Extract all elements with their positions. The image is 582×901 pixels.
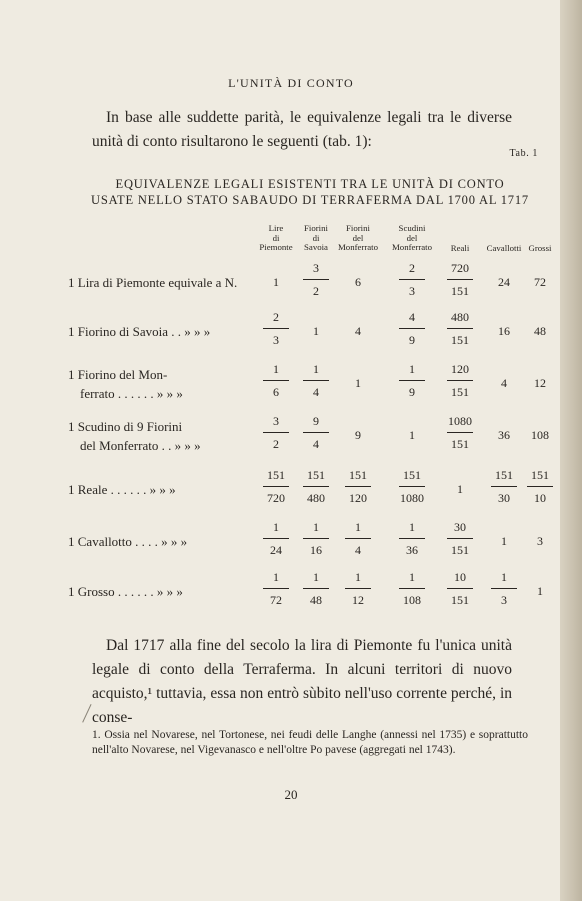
row-label: [68, 365, 183, 403]
numerator: 3: [313, 261, 319, 275]
row-label-line-1: 1 Grosso . . . . . . » » »: [68, 584, 183, 599]
value-cell: 108: [531, 428, 549, 442]
column-header-line-1: Fiorini: [346, 223, 370, 233]
row-label: [68, 273, 237, 292]
table-title-line-1: EQUIVALENZE LEGALI ESISTENTI TRA LE UNITÀ DI CONTO: [115, 177, 505, 191]
denominator: 9: [409, 333, 415, 347]
column-header-line-3: Monferrato: [391, 242, 433, 252]
numerator: 151: [349, 468, 367, 482]
fraction-bar: [263, 486, 289, 487]
fraction-bar: [263, 538, 289, 539]
numerator: 120: [451, 362, 469, 376]
fraction-bar: [447, 380, 473, 381]
fraction-bar: [303, 538, 329, 539]
numerator: 151: [267, 468, 285, 482]
fraction-cell: [388, 362, 436, 399]
fraction-bar: [447, 588, 473, 589]
numerator: 1: [355, 570, 361, 584]
numerator: 720: [451, 261, 469, 275]
denominator: 24: [270, 543, 282, 557]
row-label-line-2: ferrato . . . . . . » » »: [80, 386, 183, 401]
denominator: 4: [313, 437, 319, 451]
column-header-line-1: Scudini: [398, 223, 426, 233]
denominator: 151: [451, 385, 469, 399]
fraction-bar: [399, 588, 425, 589]
fraction-bar: [399, 538, 425, 539]
numerator: 2: [409, 261, 415, 275]
numerator: 10: [454, 570, 466, 584]
row-label: [68, 417, 201, 455]
row-label: [68, 582, 183, 601]
denominator: 108: [403, 593, 421, 607]
fraction-cell: [292, 261, 340, 298]
denominator: 12: [352, 593, 364, 607]
fraction-cell: [334, 468, 382, 505]
column-header-line-2: del: [406, 232, 418, 243]
fraction-cell: [388, 468, 436, 505]
value-cell: 1: [355, 376, 361, 390]
value-cell: 1: [457, 482, 463, 496]
denominator: 720: [267, 491, 285, 505]
denominator: 4: [313, 385, 319, 399]
denominator: 2: [273, 437, 279, 451]
row-label-line-1: 1 Fiorino del Mon-: [68, 367, 168, 382]
denominator: 16: [310, 543, 322, 557]
numerator: 151: [531, 468, 549, 482]
fraction-bar: [303, 279, 329, 280]
fraction-bar: [303, 432, 329, 433]
fraction-cell: [388, 570, 436, 607]
fraction-cell: [334, 520, 382, 557]
denominator: 151: [451, 543, 469, 557]
fraction-bar: [447, 279, 473, 280]
column-header: [516, 244, 564, 254]
value-cell: 24: [498, 275, 510, 289]
numerator: 1: [313, 570, 319, 584]
denominator: 6: [273, 385, 279, 399]
value-cell: 1: [501, 534, 507, 548]
table-title-line-2: USATE NELLO STATO SABAUDO DI TERRAFERMA DAL 1700 AL 1717: [91, 193, 529, 207]
fraction-cell: [388, 310, 436, 347]
row-label: [68, 532, 187, 551]
column-header-line-1: Lire: [268, 223, 284, 233]
fraction-cell: [436, 414, 484, 451]
fraction-bar: [399, 279, 425, 280]
column-header-line-3: Grossi: [528, 243, 552, 253]
numerator: 1: [273, 362, 279, 376]
numerator: 1: [313, 520, 319, 534]
fraction-bar: [399, 380, 425, 381]
row-label-line-1: 1 Scudino di 9 Fiorini: [68, 419, 183, 434]
value-cell: 4: [355, 324, 361, 338]
fraction-bar: [263, 432, 289, 433]
numerator: 151: [495, 468, 513, 482]
fraction-cell: [292, 520, 340, 557]
row-label-line-1: 1 Lira di Piemonte equivale a N.: [68, 275, 238, 290]
numerator: 1: [409, 520, 415, 534]
fraction-bar: [303, 588, 329, 589]
column-header: [292, 224, 340, 253]
body-paragraph: Dal 1717 alla fine del secolo la lira di Piemonte fu l'unica unità legale di conto della Terraferma. In alcuni territori di nuovo acquisto,¹ tuttavia, essa non entrò sùbito nell'uso corrente perché, in conse-: [92, 637, 512, 726]
row-label-line-1: 1 Fiorino di Savoia . . » » »: [68, 324, 211, 339]
fraction-bar: [447, 538, 473, 539]
denominator: 30: [498, 491, 510, 505]
numerator: 151: [403, 468, 421, 482]
fraction-cell: [292, 468, 340, 505]
page-number: 20: [284, 787, 298, 802]
column-header-line-2: di: [272, 232, 280, 243]
numerator: 30: [454, 520, 466, 534]
denominator: 9: [409, 385, 415, 399]
fraction-bar: [447, 432, 473, 433]
value-cell: 9: [355, 428, 361, 442]
column-header-line-1: Fiorini: [304, 223, 328, 233]
numerator: 1: [409, 570, 415, 584]
fraction-bar: [491, 486, 517, 487]
fraction-cell: [436, 570, 484, 607]
value-cell: 6: [355, 275, 361, 289]
row-label-line-2: del Monferrato . . » » »: [80, 438, 201, 453]
numerator: 151: [307, 468, 325, 482]
column-header-line-2: di: [312, 232, 320, 243]
column-header: [388, 224, 436, 253]
fraction-bar: [491, 588, 517, 589]
fraction-bar: [447, 328, 473, 329]
column-header-line-3: Monferrato: [337, 242, 379, 252]
table-title: [80, 176, 540, 208]
fraction-bar: [263, 588, 289, 589]
denominator: 151: [451, 333, 469, 347]
numerator: 2: [273, 310, 279, 324]
denominator: 4: [355, 543, 361, 557]
table-reference: Tab. 1: [509, 148, 538, 159]
value-cell: 1: [273, 275, 279, 289]
row-label: [68, 322, 210, 341]
denominator: 3: [501, 593, 507, 607]
column-header-line-3: Cavallotti: [486, 243, 522, 253]
fraction-cell: [334, 570, 382, 607]
denominator: 120: [349, 491, 367, 505]
value-cell: 12: [534, 376, 546, 390]
row-label: [68, 480, 176, 499]
column-header: [436, 244, 484, 254]
numerator: 1: [409, 362, 415, 376]
denominator: 151: [451, 284, 469, 298]
numerator: 480: [451, 310, 469, 324]
fraction-cell: [516, 468, 564, 505]
denominator: 36: [406, 543, 418, 557]
denominator: 10: [534, 491, 546, 505]
row-label-line-1: 1 Cavallotto . . . . » » »: [68, 534, 188, 549]
fraction-cell: [436, 310, 484, 347]
footnote: 1. Ossia nel Novarese, nel Tortonese, nei feudi delle Langhe (annessi nel 1735) e soprattutto nell'alto Novarese, nel Vigevanasco e nell'oltre Po pavese (aggregati nel 1743).: [92, 729, 528, 756]
fraction-bar: [527, 486, 553, 487]
fraction-bar: [345, 486, 371, 487]
column-header-line-3: Reali: [450, 243, 470, 253]
column-header-line-2: del: [352, 232, 364, 243]
denominator: 72: [270, 593, 282, 607]
fraction-bar: [263, 328, 289, 329]
fraction-bar: [345, 588, 371, 589]
fraction-cell: [436, 520, 484, 557]
numerator: 3: [273, 414, 279, 428]
denominator: 151: [451, 437, 469, 451]
denominator: 48: [310, 593, 322, 607]
numerator: 1080: [448, 414, 472, 428]
value-cell: 1: [537, 584, 543, 598]
value-cell: 16: [498, 324, 510, 338]
column-header-line-3: Savoia: [304, 242, 328, 252]
numerator: 1: [313, 362, 319, 376]
numerator: 9: [313, 414, 319, 428]
fraction-cell: [292, 570, 340, 607]
value-cell: 72: [534, 275, 546, 289]
fraction-bar: [345, 538, 371, 539]
numerator: 4: [409, 310, 415, 324]
value-cell: 3: [537, 534, 543, 548]
fraction-cell: [388, 261, 436, 298]
fraction-bar: [263, 380, 289, 381]
fraction-bar: [303, 486, 329, 487]
running-head: L'UNITÀ DI CONTO: [228, 76, 354, 90]
fraction-cell: [388, 520, 436, 557]
value-cell: 1: [409, 428, 415, 442]
column-header: [334, 224, 382, 253]
fraction-bar: [399, 486, 425, 487]
denominator: 1080: [400, 491, 424, 505]
denominator: 480: [307, 491, 325, 505]
column-header-line-3: Piemonte: [259, 242, 293, 252]
denominator: 3: [273, 333, 279, 347]
page-edge: [560, 0, 582, 901]
fraction-bar: [303, 380, 329, 381]
fraction-cell: [292, 414, 340, 451]
fraction-cell: [436, 362, 484, 399]
numerator: 1: [273, 520, 279, 534]
intro-paragraph: In base alle suddette parità, le equivalenze legali tra le diverse unità di conto risultarono le seguenti (tab. 1):: [92, 109, 512, 150]
value-cell: 1: [313, 324, 319, 338]
value-cell: 4: [501, 376, 507, 390]
value-cell: 36: [498, 428, 510, 442]
fraction-bar: [399, 328, 425, 329]
fraction-cell: [292, 362, 340, 399]
denominator: 3: [409, 284, 415, 298]
denominator: 2: [313, 284, 319, 298]
value-cell: 48: [534, 324, 546, 338]
row-label-line-1: 1 Reale . . . . . . » » »: [68, 482, 176, 497]
denominator: 151: [451, 593, 469, 607]
numerator: 1: [355, 520, 361, 534]
numerator: 1: [273, 570, 279, 584]
numerator: 1: [501, 570, 507, 584]
fraction-cell: [436, 261, 484, 298]
